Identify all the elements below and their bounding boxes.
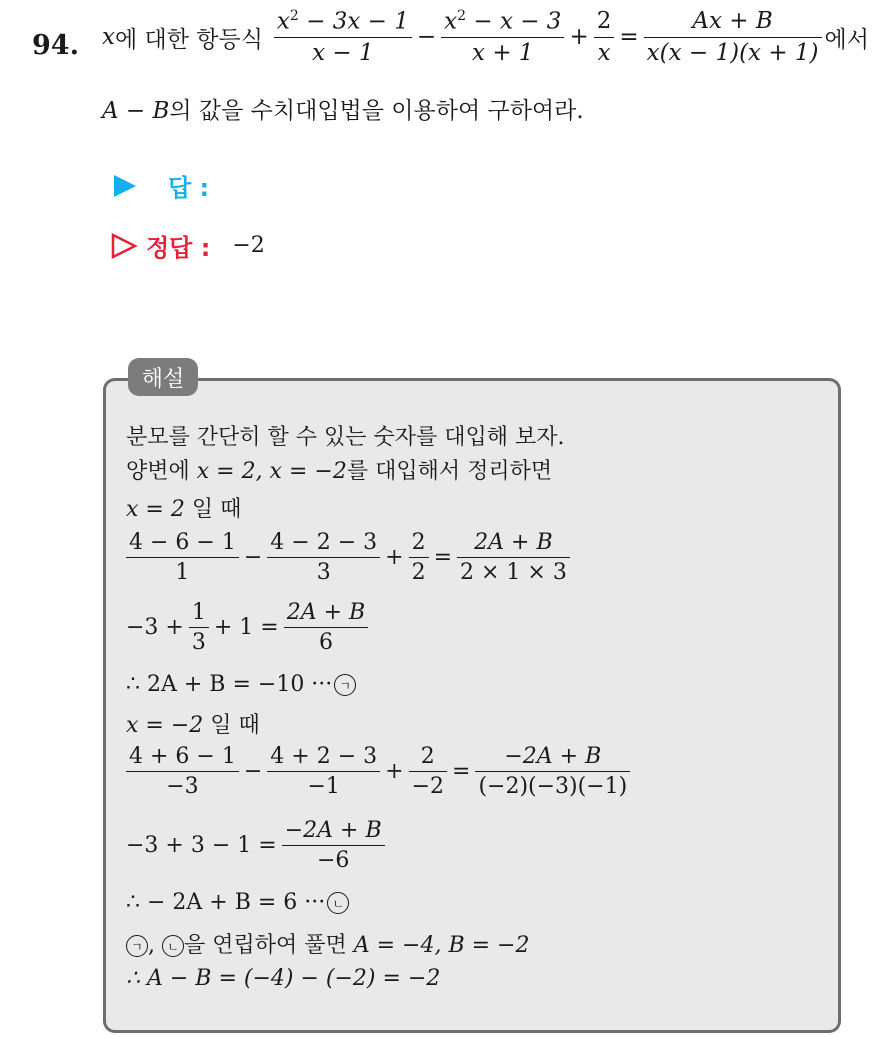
f1-op2: + — [385, 545, 404, 571]
solution-line-2 — [126, 454, 552, 485]
f2-r-den: 6 — [318, 630, 333, 656]
f2-r-num: 2A + B — [286, 600, 366, 625]
solution-fraction-eq-4 — [126, 818, 388, 874]
f1-c-num: 2 — [409, 530, 429, 558]
answer-label: 답 : — [168, 174, 210, 202]
final-expr: ∴ A − B = (−4) − (−2) = −2 — [126, 966, 441, 991]
f4-r-den: −6 — [316, 848, 350, 874]
f3-c — [409, 744, 447, 800]
solution-tag: 해설 — [128, 358, 198, 396]
rhs-fraction — [644, 8, 822, 66]
l2-suffix: 를 대입해서 정리하면 — [346, 459, 553, 484]
circled-giyeok-icon: ㄱ — [334, 674, 356, 696]
f3-c-num: 2 — [409, 744, 447, 772]
l3-text: 일 때 — [191, 497, 242, 522]
r1-text: ∴ 2A + B = −10 ··· — [126, 672, 333, 697]
circled-giyeok-icon: ㄱ — [126, 935, 148, 957]
r2-text: ∴ − 2A + B = 6 ··· — [126, 890, 326, 915]
f2-post: + 1 = — [213, 615, 279, 641]
t2-num-rest: − x − 3 — [466, 8, 562, 35]
l3-expr: x = 2 — [126, 497, 185, 522]
f3-b-den: −1 — [307, 774, 340, 800]
f1-b — [267, 530, 380, 586]
t2-den: x + 1 — [472, 40, 534, 67]
f3-b — [267, 744, 380, 800]
f3-r — [475, 744, 630, 800]
f1-eq: = — [433, 545, 452, 571]
solution-fraction-eq-1 — [126, 530, 573, 586]
problem-statement-line1 — [102, 8, 869, 67]
f3-a-num: 4 + 6 − 1 — [126, 744, 239, 772]
l2-prefix: 양변에 — [126, 459, 197, 484]
solution-final — [126, 966, 440, 991]
f1-b-den: 3 — [316, 560, 331, 586]
f4-r — [282, 818, 385, 874]
term2-fraction — [441, 8, 564, 67]
l5-expr: A = −4, B = −2 — [353, 933, 530, 958]
t1-num-rest: − 3x − 1 — [298, 8, 409, 35]
term3-fraction — [594, 8, 615, 66]
f3-r-den: (−2)(−3)(−1) — [478, 774, 628, 800]
f1-r — [457, 530, 570, 586]
correct-answer-value: −2 — [232, 233, 265, 258]
f1-a-num: 4 − 6 − 1 — [126, 530, 239, 558]
l4-expr: x = −2 — [126, 713, 204, 738]
f1-r-num: 2A + B — [474, 530, 553, 555]
solution-fraction-eq-2 — [126, 600, 371, 656]
f1-c-den: 2 — [411, 560, 426, 586]
term1-fraction — [274, 8, 412, 67]
f1-c — [409, 530, 429, 586]
t1-num-x: x — [276, 8, 290, 35]
t2-num-x: x — [444, 8, 458, 35]
l5-text: 을 연립하여 풀면 — [184, 933, 354, 958]
solution-line-1: 분모를 간단히 할 수 있는 숫자를 대입해 보자. — [126, 425, 565, 450]
f2-r — [284, 600, 368, 656]
solution-line-4 — [126, 708, 260, 739]
circled-nieun-icon: ㄴ — [162, 935, 184, 957]
f3-eq: = — [452, 759, 471, 785]
f1-a-den: 1 — [175, 560, 190, 586]
play-arrow-icon — [112, 173, 138, 199]
f4-r-num: −2A + B — [284, 818, 382, 843]
f3-a — [126, 744, 239, 800]
question-text: 의 값을 수치대입법을 이용하여 구하여라. — [169, 98, 584, 124]
f3-op2: + — [385, 759, 404, 785]
f3-op1: − — [243, 759, 263, 785]
solution-line-3 — [126, 492, 241, 523]
f2-a-num: 1 — [189, 600, 209, 628]
rhs-num: Ax + B — [692, 8, 773, 35]
f2-pre: −3 + — [126, 615, 184, 641]
solution-fraction-eq-3 — [126, 744, 633, 800]
outline-arrow-icon — [110, 232, 138, 260]
f2-a-den: 3 — [191, 630, 206, 656]
circled-nieun-icon: ㄴ — [327, 892, 349, 914]
problem-intro: 에 대한 항등식 — [114, 26, 263, 53]
plus-sign: + — [569, 24, 589, 51]
t1-den: x − 1 — [312, 40, 374, 67]
problem-tail: 에서 — [824, 26, 869, 53]
problem-number: 94. — [32, 30, 79, 61]
t3-num: 2 — [594, 8, 615, 37]
t1-num-exp: 2 — [289, 8, 299, 24]
f1-a — [126, 530, 239, 586]
t3-den: x — [597, 39, 611, 66]
f1-op1: − — [243, 545, 263, 571]
f3-c-den: −2 — [411, 774, 444, 800]
correct-answer-label: 정답 : — [146, 234, 211, 262]
solution-line-5 — [126, 928, 530, 959]
l2-expr: x = 2, x = −2 — [196, 459, 347, 484]
minus-sign: − — [416, 24, 437, 51]
correct-answer-row — [110, 228, 265, 263]
problem-statement-line2 — [102, 92, 584, 125]
t2-num-exp: 2 — [457, 8, 467, 24]
f4-pre: −3 + 3 − 1 = — [126, 833, 277, 859]
l5-sep: , — [148, 933, 155, 958]
l4-text: 일 때 — [210, 713, 260, 738]
solution-result-1 — [126, 672, 356, 697]
question-expr: A − B — [102, 98, 170, 124]
f3-r-num: −2A + B — [504, 744, 602, 769]
variable-x: x — [102, 24, 115, 51]
f1-r-den: 2 × 1 × 3 — [460, 560, 567, 586]
f3-b-num: 4 + 2 − 3 — [267, 744, 380, 772]
solution-result-2 — [126, 890, 349, 915]
answer-row — [112, 168, 209, 203]
rhs-den: x(x − 1)(x + 1) — [646, 39, 819, 66]
f1-b-num: 4 − 2 − 3 — [267, 530, 380, 558]
f2-a — [189, 600, 209, 656]
f3-a-den: −3 — [166, 774, 199, 800]
equals-sign: = — [619, 24, 639, 51]
